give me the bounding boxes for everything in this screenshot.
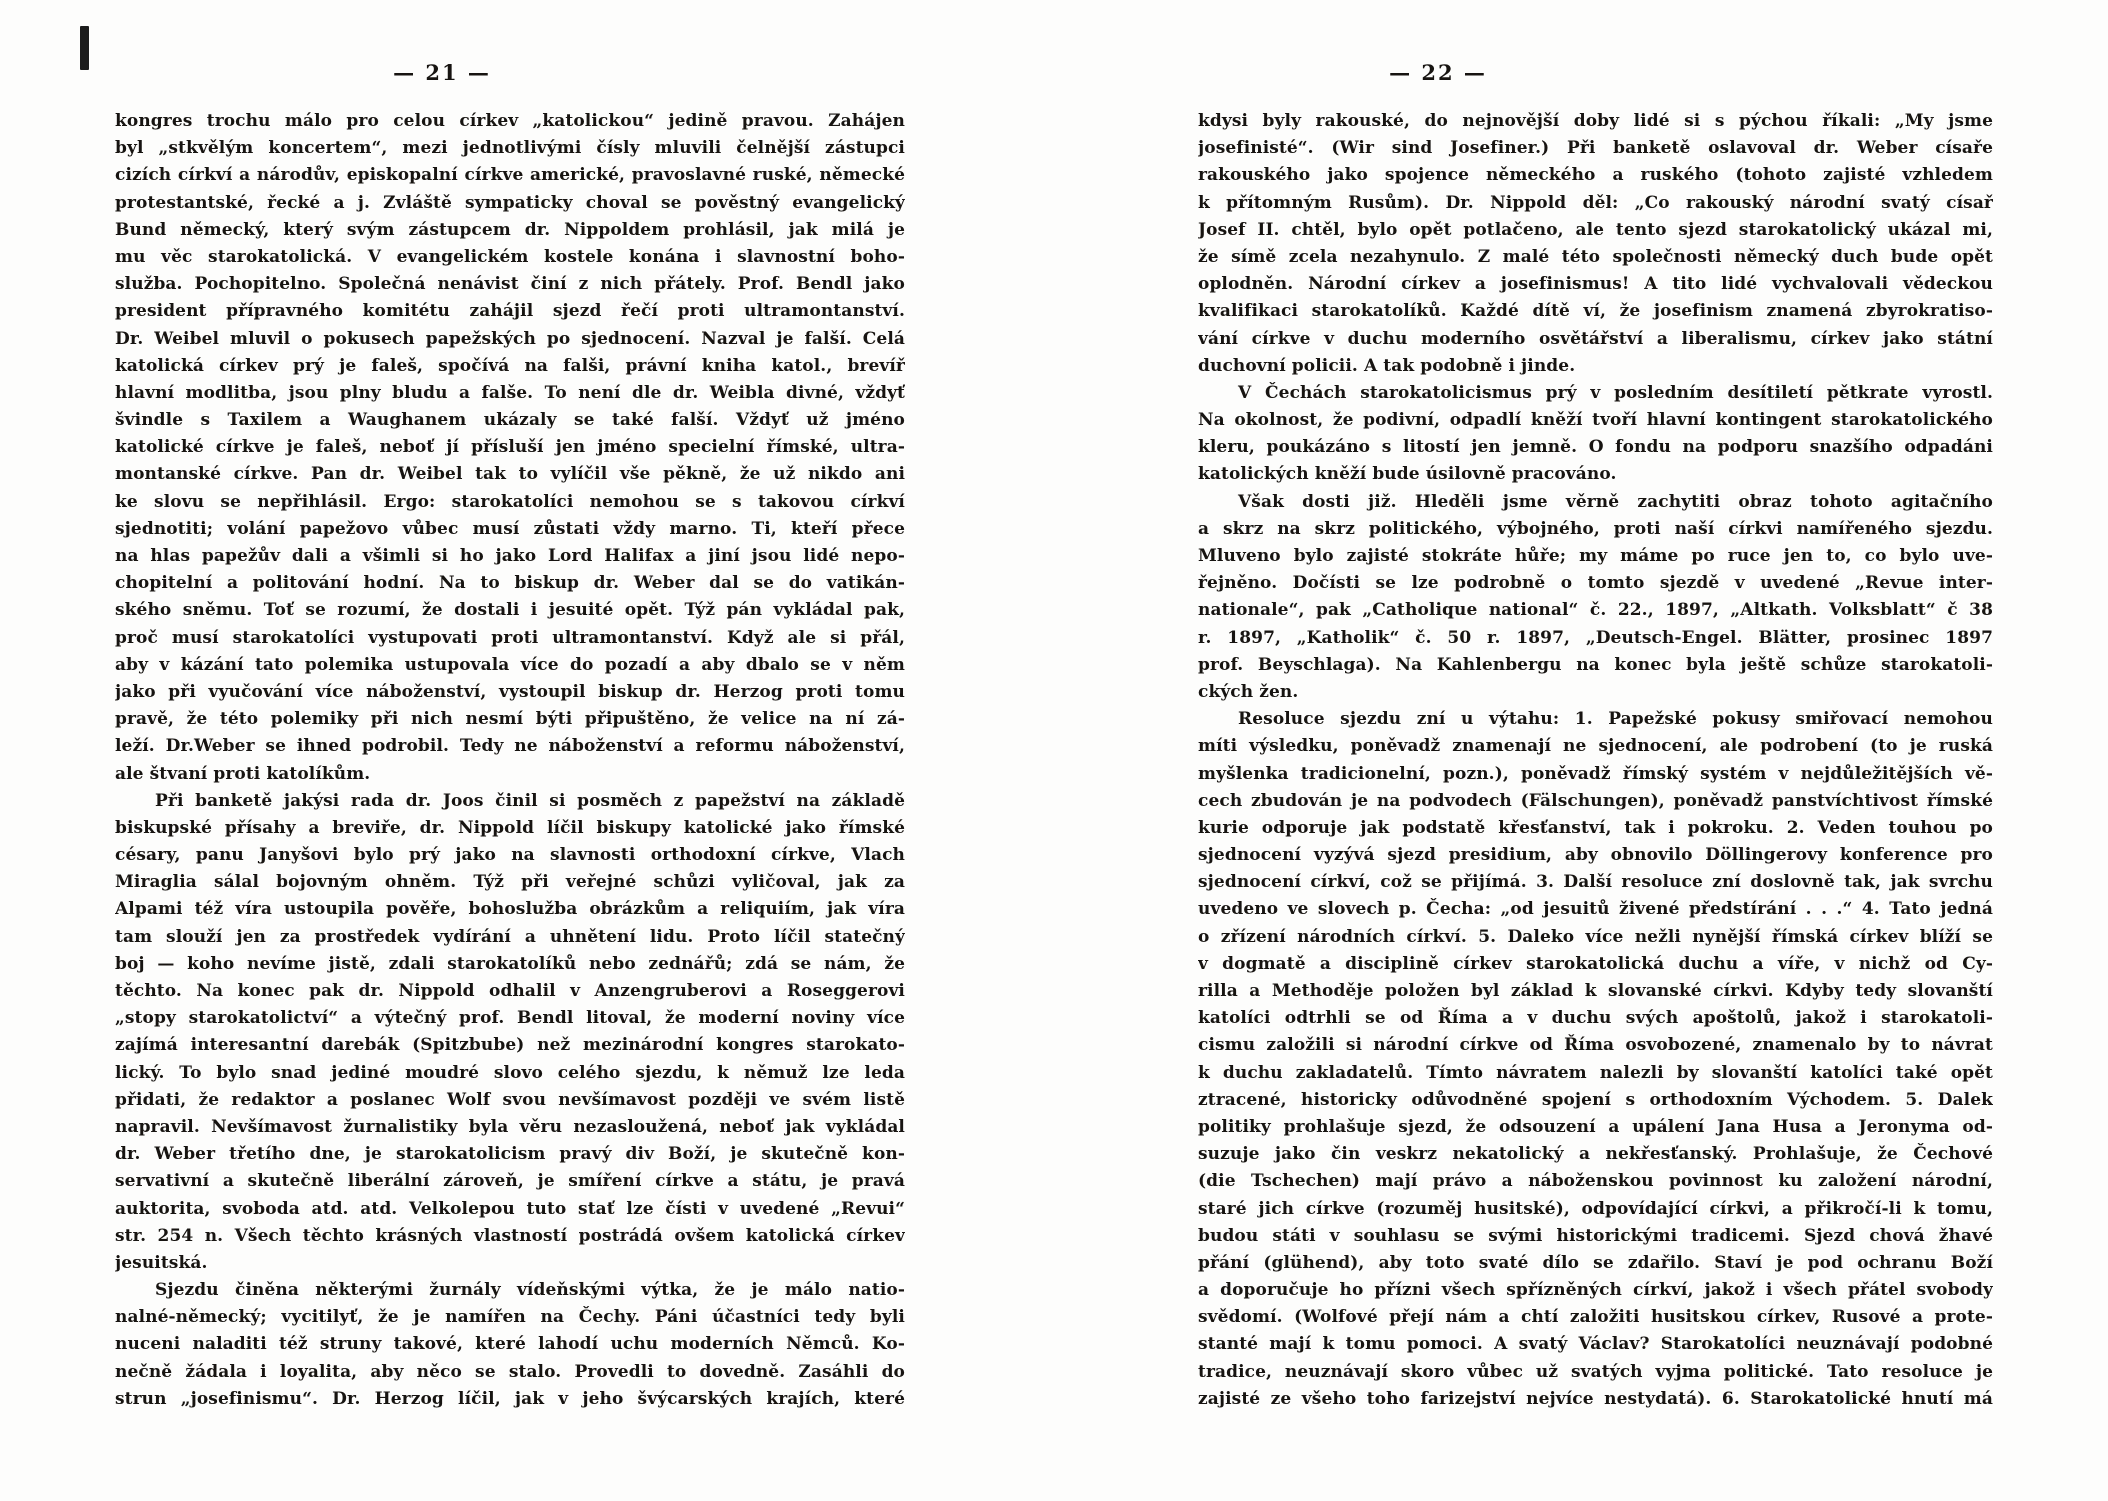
right-page-text [1198, 108, 1993, 1413]
text-line: Však dosti již. Hleděli jsme věrně zachytiti obraz tohoto agitačního [1238, 491, 1993, 512]
text-line: Resoluce sjezdu zní u výtahu: 1. Papežské pokusy smiřovací nemohou [1238, 709, 1993, 730]
text-line: proč musí starokatolíci vystupovati proti ultramontanství. Když ale si přál, [115, 627, 905, 648]
text-line: nečně žádala i loyalita, aby něco se stalo. Provedli to dovedně. Zasáhli do [115, 1361, 905, 1382]
text-line: stanté mají k tomu pomoci. A svatý Václav? Starokatolíci neuznávají podobné [1198, 1334, 1993, 1355]
text-line: suzuje jako čin veskrz nekatolický a nekřesťanský. Prohlašuje, že Čechové [1198, 1144, 1993, 1165]
text-line: rakouského jako spojence německého a ruského (tohoto zajisté vzhledem [1198, 165, 1993, 186]
text-line: hlavní modlitba, jsou plny bludu a falše. To není dle dr. Weibla divné, vždyť [115, 382, 905, 403]
text-line: zajisté ze všeho toho farizejství nejvíce nestydatá). 6. Starokatolické hnutí má [1198, 1388, 1993, 1409]
text-line: prof. Beyschlaga). Na Kahlenbergu na konec byla ještě schůze starokatoli- [1198, 654, 1993, 675]
text-line: dr. Weber třetího dne, je starokatolicism pravý div Boží, je skutečně kon- [115, 1144, 905, 1165]
text-line: zajímá interesantní darebák (Spitzbube) než mezinárodní kongres starokato- [115, 1035, 905, 1056]
text-line: cizích církví a národův, episkopalní církve americké, pravoslavné ruské, německé [115, 165, 905, 186]
text-line: lický. To bylo snad jediné moudré slovo celého sjezdu, k němuž lze leda [115, 1062, 905, 1083]
text-line: ale štvaní proti katolíkům. [115, 763, 371, 784]
text-line: rilla a Methoděje položen byl základ k slovanské církvi. Kdyby tedy slovanští [1198, 981, 1993, 1001]
text-line: cismu založili si národní církve od Říma osvobozené, znamenalo by to návrat [1198, 1035, 1993, 1056]
text-line: protestantské, řecké a j. Zvláště sympaticky choval se pověstný evangelický [115, 192, 905, 213]
text-line: politiky prohlašuje sjezd, že odsouzení a upálení Jana Husa a Jeronyma od- [1198, 1116, 1993, 1137]
text-line: kurie odporuje jak podstatě křesťanství, tak i pokroku. 2. Veden touhou po [1198, 817, 1993, 838]
text-line: že símě zcela nezahynulo. Z malé této společnosti německý duch bude opět [1198, 246, 1993, 267]
text-line: jako při vyučování více náboženství, vystoupil biskup dr. Herzog proti tomu [115, 681, 905, 702]
text-line: Josef II. chtěl, bylo opět potlačeno, ale tento sjezd starokatolický ukázal mi, [1198, 219, 1993, 240]
text-line: přání (glühend), aby toto svaté dílo se zdařilo. Staví je pod ochranu Boží [1198, 1252, 1993, 1273]
scan-artifact [80, 26, 89, 70]
text-line: v dogmatě a disciplině církev starokatolická duchu a víře, v nichž od Cy- [1198, 953, 1993, 974]
text-line: Miraglia sálal bojovným ohněm. Týž při veřejné schůzi vyličoval, jak za [115, 872, 905, 893]
left-page-text [115, 108, 905, 1413]
text-line: „stopy starokatolictví“ a výtečný prof. Bendl litoval, že moderní noviny více [115, 1008, 905, 1029]
text-line: byl „stkvělým koncertem“, mezi jednotlivými čísly mluvili čelnější zástupci [115, 138, 905, 159]
text-line: sjednotiti; volání papežovo vůbec musí zůstati vždy marno. Ti, kteří přece [115, 518, 905, 539]
text-line: sjednocení církví, což se přijímá. 3. Další resoluce zní doslovně tak, jak svrchu [1198, 872, 1993, 893]
text-line: biskupské přísahy a breviře, dr. Nippold líčil biskupy katolické jako římské [115, 817, 905, 838]
text-line: josefinisté“. (Wir sind Josefiner.) Při banketě oslavoval dr. Weber císaře [1198, 138, 1993, 159]
text-line: leží. Dr.Weber se ihned podrobil. Tedy ne náboženství a reformu náboženství, [115, 736, 905, 757]
text-line: montanské církve. Pan dr. Weibel tak to vylíčil vše pěkně, že už nikdo ani [115, 464, 905, 485]
text-line: strun „josefinismu“. Dr. Herzog líčil, jak v jeho švýcarských krajích, které [115, 1388, 905, 1409]
text-line: těchto. Na konec pak dr. Nippold odhalil v Anzengruberovi a Roseggerovi [115, 981, 905, 1001]
text-line: ckých žen. [1198, 681, 1299, 702]
text-line: služba. Pochopitelno. Společná nenávist činí z nich přátely. Prof. Bendl jako [115, 274, 905, 295]
text-line: vání církve v duchu moderního osvětářství a liberalismu, církev jako státní [1198, 328, 1993, 349]
text-line: svědomí. (Wolfové přejí nám a chtí založiti husitskou církev, Rusové a prote- [1198, 1307, 1993, 1328]
text-line: cech zbudován je na podvodech (Fälschungen), poněvadž panstvíchtivost římské [1198, 790, 1993, 811]
text-line: katolická církev prý je faleš, spočívá na falši, právní kniha katol., brevíř [115, 355, 905, 376]
text-line: mu věc starokatolická. V evangelickém kostele konána i slavnostní boho- [115, 246, 905, 267]
text-line: president přípravného komitétu zahájil sjezd řečí proti ultramontanství. [115, 301, 905, 322]
text-line: pravě, že této polemiky při nich nesmí býti připuštěno, že velice na ní zá- [115, 709, 905, 730]
text-line: (die Tschechen) mají právo a náboženskou povinnost ku založení národní, [1198, 1171, 1993, 1192]
text-line: Na okolnost, že podivní, odpadlí kněží tvoří hlavní kontingent starokatolického [1198, 410, 1993, 431]
text-line: césary, panu Janyšovi bylo prý jako na slavnosti orthodoxní církve, Vlach [115, 845, 905, 866]
text-line: a skrz na skrz politického, výbojného, proti naší církvi namířeného sjezdu. [1198, 518, 1993, 539]
text-line: Při banketě jakýsi rada dr. Joos činil si posměch z papežství na základě [155, 790, 905, 811]
text-line: myšlenka tradicionelní, pozn.), poněvadž římský systém v nejdůležitějších vě- [1198, 763, 1993, 784]
text-line: nuceni naladiti též struny takové, které lahodí uchu moderních Němců. Ko- [115, 1334, 905, 1355]
text-line: k duchu zakladatelů. Tímto návratem nalezli by slovanští katolíci také opět [1198, 1062, 1993, 1083]
text-line: k přítomným Rusům). Dr. Nippold děl: „Co rakouský národní svatý císař [1198, 192, 1993, 213]
text-line: katolické církve je faleš, neboť jí přísluší jen jméno specielní římské, ultra- [115, 437, 905, 458]
text-line: jesuitská. [115, 1252, 208, 1273]
text-line: kleru, poukázáno s litostí jen jemně. O fondu na podporu snazšího odpadáni [1198, 437, 1993, 458]
right-page-number: — 22 — [1389, 60, 1487, 85]
text-line: přidati, že redaktor a poslanec Wolf svou nevšímavost později ve svém listě [115, 1089, 905, 1110]
text-line: ke slovu se nepřihlásil. Ergo: starokatolíci nemohou se s takovou církví [115, 491, 905, 512]
text-line: napravil. Nevšímavost žurnalistiky byla věru nezasloužená, neboť jak vykládal [115, 1116, 905, 1137]
left-page-number: — 21 — [393, 60, 491, 85]
text-line: řejněno. Dočísti se lze podrobně o tomto sjezdě v uvedené „Revue inter- [1198, 573, 1993, 594]
text-line: sjednocení vyzývá sjezd presidium, aby obnovilo Döllingerovy konference pro [1198, 845, 1993, 866]
text-line: budou státi v souhlasu se svými historickými tradicemi. Sjezd chová žhavé [1198, 1225, 1993, 1246]
text-line: duchovní policii. A tak podobně i jinde. [1198, 355, 1576, 376]
text-line: Mluveno bylo zajisté stokráte hůře; my máme po ruce jen to, co bylo uve- [1198, 546, 1993, 566]
text-line: na hlas papežův dali a všimli si ho jako Lord Halifax a jiní jsou lidé nepo- [115, 546, 905, 566]
left-page [115, 60, 905, 1413]
text-line: ztracené, historicky odůvodněné spojení s orthodoxním Východem. 5. Dalek [1198, 1089, 1993, 1110]
text-line: tradice, neuznávají skoro vůbec už svatých vyjma politické. Tato resoluce je [1198, 1361, 1993, 1382]
text-line: o zřízení národních církví. 5. Daleko více nežli nynější římská církev blíží se [1198, 926, 1993, 947]
text-line: servativní a skutečně liberální zároveň, je smíření církve a státu, je pravá [115, 1171, 905, 1192]
text-line: Dr. Weibel mluvil o pokusech papežských po sjednocení. Nazval je falší. Celá [115, 328, 905, 349]
text-line: katolíci odtrhli se od Říma a v duchu svých apoštolů, jakož i starokatoli- [1198, 1008, 1993, 1029]
text-line: oplodněn. Národní církev a josefinismus! A tito lidé vychvalovali vědeckou [1198, 274, 1993, 295]
text-line: švindle s Taxilem a Waughanem ukázaly se také falší. Vždyť už jméno [115, 410, 905, 431]
text-line: boj — koho nevíme jistě, zdali starokatolíků nebo zednářů; zdá se nám, že [115, 953, 905, 974]
text-line: aby v kázání tato polemika ustupovala více do pozadí a aby dbalo se v něm [115, 654, 905, 675]
text-line: a doporučuje ho přízni všech spřízněných církví, jakož i všech přátel svobody [1198, 1280, 1993, 1301]
text-line: str. 254 n. Všech těchto krásných vlastností postrádá ovšem katolická církev [115, 1225, 905, 1246]
right-page [1198, 60, 1993, 1413]
text-line: kvalifikaci starokatolíků. Každé dítě ví, že josefinism znamená zbyrokratiso- [1198, 301, 1993, 322]
text-line: V Čechách starokatolicismus prý v posledním desítiletí pětkrate vyrostl. [1238, 382, 1993, 403]
text-line: chopitelní a politování hodní. Na to biskup dr. Weber dal se do vatikán- [115, 573, 905, 594]
text-line: tam slouží jen za prostředek vydírání a uhnětení lidu. Proto líčil statečný [115, 926, 905, 947]
text-line: nationale“, pak „Catholique national“ č. 22., 1897, „Altkath. Volksblatt“ č 38 [1198, 600, 1993, 621]
text-line: Bund německý, který svým zástupcem dr. Nippoldem prohlásil, jak milá je [115, 219, 905, 240]
text-line: Alpami též víra ustoupila pověře, bohoslužba obrázkům a reliquiím, jak víra [115, 899, 905, 920]
text-line: kdysi byly rakouské, do nejnovější doby lidé si s pýchou říkali: „My jsme [1198, 111, 1993, 131]
text-line: katolických kněží bude úsilovně pracováno. [1198, 464, 1617, 485]
text-line: míti výsledku, poněvadž znamenají ne sjednocení, ale podrobení (to je ruská [1198, 736, 1993, 757]
text-line: kongres trochu málo pro celou církev „katolickou“ jedině pravou. Zahájen [115, 111, 905, 131]
text-line: nalné-německý; vycitilyť, že je namířen na Čechy. Páni účastníci tedy byli [115, 1307, 905, 1328]
text-line: staré jich církve (rozuměj husitské), odpovídající církvi, a přikročí-li k tomu, [1198, 1198, 1993, 1219]
text-line: auktorita, svoboda atd. atd. Velkolepou tuto stať lze čísti v uvedené „Revui“ [115, 1198, 905, 1219]
text-line: Sjezdu činěna některými žurnály vídeňskými výtka, že je málo natio- [155, 1280, 905, 1301]
text-line: r. 1897, „Katholik“ č. 50 r. 1897, „Deutsch-Engel. Blätter, prosinec 1897 [1198, 627, 1993, 648]
text-line: uvedeno ve slovech p. Čecha: „od jesuitů živené předstírání . . .“ 4. Tato jedná [1198, 899, 1993, 920]
text-line: ského sněmu. Toť se rozumí, že dostali i jesuité opět. Týž pán vykládal pak, [115, 600, 905, 621]
